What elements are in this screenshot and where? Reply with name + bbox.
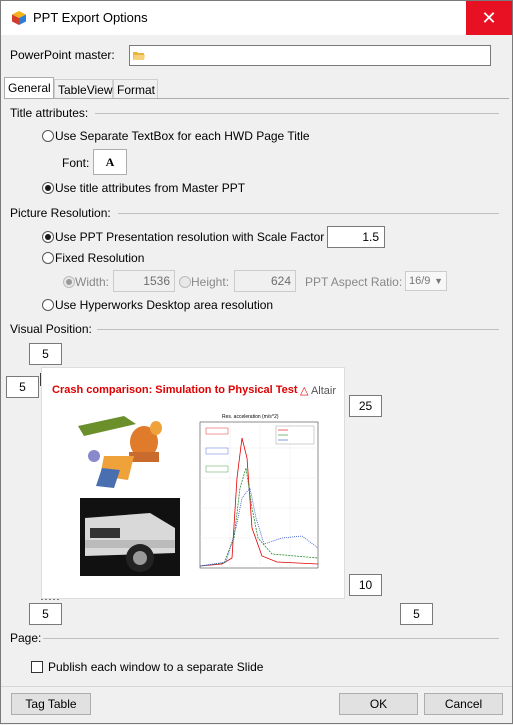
publish-label: Publish each window to a separate Slide — [48, 660, 264, 674]
slide-preview — [41, 367, 345, 599]
height-value: 624 — [270, 274, 291, 288]
tab-general-label: General — [8, 81, 51, 95]
tab-format-label: Format — [117, 83, 156, 97]
tag-table-button[interactable]: Tag Table — [11, 693, 91, 715]
font-a-icon: A — [105, 155, 115, 169]
left-offset-input[interactable]: 5 — [6, 376, 39, 398]
offset-indicators — [1, 1, 513, 725]
ok-button[interactable]: OK — [339, 693, 418, 715]
close-icon: ✕ — [481, 8, 497, 28]
altair-logo — [300, 384, 336, 397]
fixed-resolution-label: Fixed Resolution — [55, 251, 145, 265]
bottom-right-offset-input[interactable]: 5 — [400, 603, 433, 625]
scale-factor-label: Use PPT Presentation resolution with Scale Factor — [55, 230, 325, 244]
width-label: Width: — [75, 275, 110, 289]
aspect-ratio-value: 16/9 — [409, 275, 431, 287]
publish-checkbox[interactable] — [31, 661, 43, 673]
right-top-offset-input[interactable]: 25 — [349, 395, 382, 417]
picture-resolution-heading: Picture Resolution: — [10, 206, 111, 220]
crash-test-photo — [80, 498, 180, 576]
acceleration-plot — [192, 418, 322, 578]
scale-factor-value: 1.5 — [362, 230, 379, 244]
plot-title: Res. acceleration (m/s^2) — [222, 414, 279, 420]
top-offset-input[interactable]: 5 — [29, 343, 62, 365]
master-ppt-label: Use title attributes from Master PPT — [55, 181, 246, 195]
page-divider — [43, 638, 499, 639]
font-label: Font: — [62, 156, 90, 170]
height-label: Height: — [191, 275, 230, 289]
master-label: PowerPoint master: — [10, 48, 115, 62]
altair-mark-icon: △ — [300, 385, 309, 397]
cancel-button[interactable]: Cancel — [424, 693, 503, 715]
bottom-left-offset-input[interactable]: 5 — [29, 603, 62, 625]
slide-title: Crash comparison: Simulation to Physical Test — [52, 384, 298, 396]
footer-divider — [1, 686, 512, 687]
chevron-down-icon: ▼ — [434, 276, 443, 286]
hyperworks-label: Use Hyperworks Desktop area resolution — [55, 298, 274, 312]
page-heading: Page: — [10, 631, 42, 645]
window-title: PPT Export Options — [33, 10, 148, 25]
width-value: 1536 — [143, 274, 170, 288]
altair-brand-text: Altair — [310, 385, 336, 397]
right-bottom-offset-input[interactable]: 10 — [349, 574, 382, 596]
aspect-ratio-label: PPT Aspect Ratio: — [305, 275, 403, 289]
title-attributes-heading: Title attributes: — [10, 106, 89, 120]
visual-position-heading: Visual Position: — [10, 322, 92, 336]
separate-textbox-label: Use Separate TextBox for each HWD Page Title — [55, 129, 310, 143]
tab-tableview-label: TableView — [58, 83, 113, 97]
crash-dummy-image — [74, 416, 174, 490]
